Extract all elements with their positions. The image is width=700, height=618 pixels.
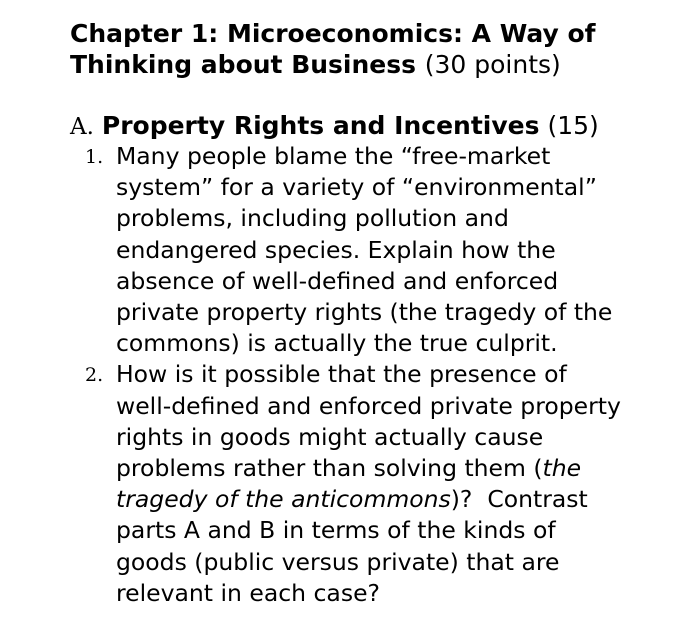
question-line: parts A and B in terms of the kinds of [116,516,556,545]
question-italic-text: tragedy of the anticommons [116,485,451,514]
question-line [116,453,685,484]
question-line: rights in goods might actually cause [116,422,544,451]
section-heading [70,110,670,143]
question-number: 2. [85,364,104,387]
question-line-text: )? Contrast [450,485,588,514]
section-title: Property Rights and Incentives [101,111,540,140]
question-line: goods (public versus private) that are [116,547,560,576]
question-text [116,141,685,359]
question-text [116,359,685,609]
question-line: How is it possible that the presence of [116,360,567,389]
question-list [85,141,685,609]
chapter-title-line2: Thinking about Business [70,50,417,79]
question-line: absence of well-defined and enforced [116,266,559,295]
question-line: Many people blame the “free-market [116,142,551,170]
question-line: private property rights (the tragedy of the [116,298,613,327]
chapter-title-line1: Chapter 1: Microeconomics: A Way of [70,19,596,48]
chapter-title [70,18,670,80]
question-line: well-defined and enforced private property [116,391,621,420]
question-1 [85,141,685,359]
section-points: (15) [547,111,599,140]
chapter-points: (30 points) [424,50,561,79]
question-line [116,484,685,515]
question-line: commons) is actually the true culprit. [116,329,558,358]
question-line: relevant in each case? [116,578,381,607]
question-line-text: problems rather than solving them ( [116,454,543,483]
question-2 [85,359,685,609]
question-line: problems, including pollution and [116,204,509,233]
section-marker: A. [70,114,94,140]
question-italic-text: the [542,454,582,483]
question-line: system” for a variety of “environmental” [116,173,597,202]
question-line: endangered species. Explain how the [116,235,556,264]
question-number: 1. [85,146,104,168]
